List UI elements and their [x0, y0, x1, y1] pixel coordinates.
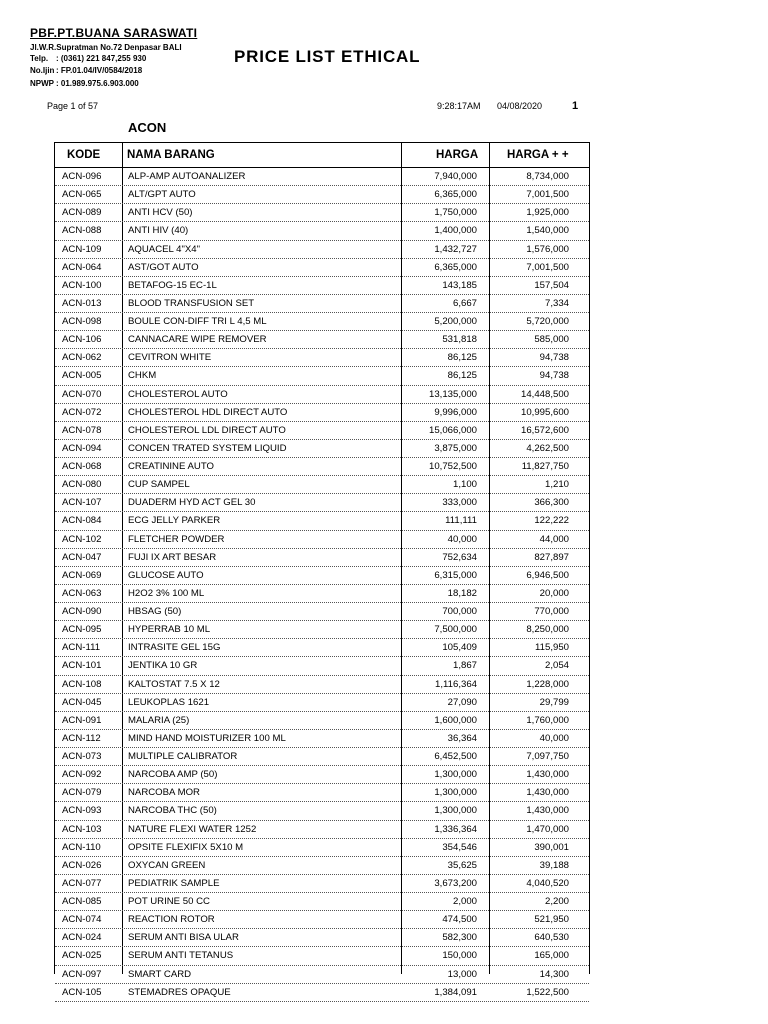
harga-plus-cell: 827,897: [534, 551, 569, 563]
nama-barang-cell: CHKM: [128, 370, 157, 382]
nama-barang-cell: AQUACEL 4"X4": [128, 243, 201, 255]
table-body: [55, 168, 589, 1002]
kode-cell: ACN-080: [62, 479, 102, 491]
group-heading: ACON: [128, 120, 167, 135]
harga-cell: 7,500,000: [434, 624, 477, 636]
harga-cell: 15,066,000: [428, 424, 477, 436]
table-row: [55, 476, 589, 494]
kode-cell: ACN-088: [62, 225, 102, 237]
nama-barang-cell: CREATININE AUTO: [128, 461, 215, 472]
harga-cell: 5,200,000: [434, 316, 477, 327]
nama-barang-cell: BLOOD TRANSFUSION SET: [128, 297, 255, 309]
table-row: [55, 603, 589, 621]
nama-barang-cell: ANTI HCV (50): [128, 207, 193, 219]
table-row: [55, 766, 589, 784]
telp-value: : (0361) 221 847,255 930: [56, 54, 147, 63]
nama-barang-cell: MIND HAND MOISTURIZER 100 ML: [128, 732, 286, 744]
nama-barang-cell: CUP SAMPEL: [128, 479, 190, 491]
harga-plus-cell: 20,000: [539, 587, 569, 599]
nama-barang-cell: HBSAG (50): [128, 606, 182, 617]
table-row: [55, 839, 589, 857]
harga-plus-cell: 39,188: [539, 859, 569, 871]
kode-cell: ACN-097: [62, 968, 102, 980]
harga-plus-cell: 165,000: [534, 950, 569, 962]
kode-cell: ACN-013: [62, 297, 102, 309]
kode-cell: ACN-111: [62, 642, 101, 654]
kode-cell: ACN-095: [62, 624, 102, 636]
harga-cell: 752,634: [442, 551, 477, 563]
nama-barang-cell: INTRASITE GEL 15G: [128, 642, 221, 654]
kode-cell: ACN-107: [62, 497, 102, 509]
kode-cell: ACN-025: [62, 950, 102, 962]
harga-plus-cell: 7,334: [544, 297, 569, 309]
kode-cell: ACN-096: [62, 171, 102, 182]
report-title: PRICE LIST ETHICAL: [234, 47, 421, 66]
harga-cell: 111,111: [445, 515, 477, 527]
harga-plus-cell: 4,262,500: [526, 442, 569, 454]
company-npwp: [30, 78, 139, 89]
harga-cell: 3,673,200: [434, 877, 477, 889]
kode-cell: ACN-105: [62, 986, 102, 998]
kode-cell: ACN-073: [62, 751, 102, 762]
harga-plus-cell: 1,430,000: [526, 787, 569, 799]
harga-cell: 36,364: [447, 732, 477, 744]
table-row: [55, 440, 589, 458]
table-row: [55, 422, 589, 440]
harga-cell: 1,300,000: [434, 805, 477, 817]
harga-plus-cell: 521,950: [534, 914, 569, 926]
table-row: [55, 222, 589, 240]
nama-barang-cell: SERUM ANTI BISA ULAR: [128, 932, 239, 944]
table-row: [55, 657, 589, 675]
harga-cell: 18,182: [447, 587, 477, 599]
nama-barang-cell: ECG JELLY PARKER: [128, 515, 221, 527]
harga-cell: 700,000: [442, 606, 477, 617]
header-kode: KODE: [67, 149, 101, 161]
table-row: [55, 857, 589, 875]
table-row: [55, 748, 589, 766]
kode-cell: ACN-101: [62, 660, 102, 672]
kode-cell: ACN-070: [62, 388, 102, 400]
nama-barang-cell: OXYCAN GREEN: [128, 859, 206, 871]
kode-cell: ACN-089: [62, 207, 102, 219]
table-row: [55, 367, 589, 385]
harga-plus-cell: 366,300: [534, 497, 569, 509]
harga-cell: 6,365,000: [434, 261, 477, 273]
kode-cell: ACN-106: [62, 334, 102, 346]
kode-cell: ACN-109: [62, 243, 102, 255]
nama-barang-cell: CEVITRON WHITE: [128, 352, 212, 364]
nama-barang-cell: OPSITE FLEXIFIX 5X10 M: [128, 841, 244, 853]
nama-barang-cell: NARCOBA THC (50): [128, 805, 217, 817]
harga-plus-cell: 44,000: [539, 533, 569, 545]
page-indicator: Page 1 of 57: [47, 101, 99, 111]
nama-barang-cell: FLETCHER POWDER: [128, 533, 225, 545]
table-header: [55, 142, 589, 168]
nama-barang-cell: NARCOBA MOR: [128, 787, 200, 799]
kode-cell: ACN-005: [62, 370, 102, 382]
nama-barang-cell: JENTIKA 10 GR: [128, 660, 198, 672]
kode-cell: ACN-098: [62, 316, 102, 327]
harga-plus-cell: 94,738: [539, 370, 569, 382]
kode-cell: ACN-108: [62, 678, 102, 690]
kode-cell: ACN-078: [62, 424, 102, 436]
table-row: [55, 458, 589, 476]
harga-cell: 1,400,000: [434, 225, 477, 237]
harga-cell: 354,546: [442, 841, 477, 853]
table-row: [55, 204, 589, 222]
harga-plus-cell: 1,540,000: [526, 225, 569, 237]
kode-cell: ACN-084: [62, 515, 102, 527]
company-address: Jl.W.R.Supratman No.72 Denpasar BALI: [30, 43, 182, 52]
kode-cell: ACN-085: [62, 896, 102, 907]
kode-cell: ACN-069: [62, 569, 102, 581]
nama-barang-cell: KALTOSTAT 7.5 X 12: [128, 678, 220, 690]
harga-plus-cell: 1,576,000: [526, 243, 569, 255]
nama-barang-cell: CHOLESTEROL HDL DIRECT AUTO: [128, 406, 288, 418]
table-row: [55, 947, 589, 965]
table-row: [55, 241, 589, 259]
table-row: [55, 984, 589, 1002]
nama-barang-cell: H2O2 3% 100 ML: [128, 587, 205, 599]
company-name: PBF.PT.BUANA SARASWATI: [30, 26, 198, 40]
harga-cell: 27,090: [447, 696, 477, 708]
kode-cell: ACN-079: [62, 787, 102, 799]
harga-plus-cell: 7,097,750: [526, 751, 569, 762]
harga-plus-cell: 10,995,600: [520, 406, 569, 418]
harga-plus-cell: 1,430,000: [526, 805, 569, 817]
nama-barang-cell: GLUCOSE AUTO: [128, 569, 204, 581]
harga-cell: 1,867: [452, 660, 477, 672]
harga-cell: 1,300,000: [434, 769, 477, 781]
harga-cell: 86,125: [447, 352, 477, 364]
harga-cell: 3,875,000: [434, 442, 477, 454]
nama-barang-cell: ANTI HIV (40): [128, 225, 189, 237]
harga-plus-cell: 5,720,000: [526, 316, 569, 327]
harga-plus-cell: 4,040,520: [526, 877, 569, 889]
table-row: [55, 730, 589, 748]
table-row: [55, 313, 589, 331]
nama-barang-cell: LEUKOPLAS 1621: [128, 696, 210, 708]
harga-cell: 1,600,000: [434, 714, 477, 726]
harga-cell: 1,432,727: [434, 243, 477, 255]
harga-cell: 105,409: [442, 642, 477, 654]
harga-cell: 474,500: [442, 914, 477, 926]
kode-cell: ACN-100: [62, 279, 102, 291]
harga-cell: 531,818: [442, 334, 477, 346]
kode-cell: ACN-103: [62, 823, 102, 835]
harga-plus-cell: 14,300: [539, 968, 569, 980]
table-row: [55, 168, 589, 186]
harga-cell: 6,452,500: [434, 751, 477, 762]
nama-barang-cell: REACTION ROTOR: [128, 914, 215, 926]
harga-plus-cell: 1,210: [544, 479, 569, 491]
kode-cell: ACN-077: [62, 877, 102, 889]
nama-barang-cell: MULTIPLE CALIBRATOR: [128, 751, 238, 762]
harga-cell: 1,336,364: [434, 823, 477, 835]
harga-plus-cell: 1,470,000: [526, 823, 569, 835]
nama-barang-cell: MALARIA (25): [128, 714, 190, 726]
harga-cell: 6,667: [452, 297, 477, 309]
nama-barang-cell: BETAFOG-15 EC-1L: [128, 279, 217, 291]
table-row: [55, 893, 589, 911]
harga-plus-cell: 390,001: [534, 841, 569, 853]
table-row: [55, 639, 589, 657]
nama-barang-cell: CONCEN TRATED SYSTEM LIQUID: [128, 442, 287, 454]
nama-barang-cell: AST/GOT AUTO: [128, 261, 199, 273]
harga-plus-cell: 1,760,000: [526, 714, 569, 726]
npwp-value: : 01.989.975.6.903.000: [56, 79, 139, 88]
harga-plus-cell: 40,000: [539, 732, 569, 744]
table-row: [55, 567, 589, 585]
kode-cell: ACN-110: [62, 841, 101, 853]
page-number: 1: [572, 100, 579, 112]
table-row: [55, 277, 589, 295]
harga-cell: 6,315,000: [434, 569, 477, 581]
harga-cell: 150,000: [442, 950, 477, 962]
harga-cell: 1,116,364: [435, 678, 477, 690]
kode-cell: ACN-045: [62, 696, 102, 708]
harga-cell: 13,000: [447, 968, 477, 980]
table-row: [55, 911, 589, 929]
harga-plus-cell: 94,738: [539, 352, 569, 364]
nama-barang-cell: CANNACARE WIPE REMOVER: [128, 334, 267, 346]
harga-cell: 86,125: [447, 370, 477, 382]
harga-plus-cell: 1,228,000: [526, 678, 569, 690]
table-row: [55, 349, 589, 367]
kode-cell: ACN-112: [62, 732, 101, 744]
report-time: 9:28:17AM: [437, 101, 481, 111]
harga-plus-cell: 115,950: [535, 642, 569, 654]
nama-barang-cell: HYPERRAB 10 ML: [128, 624, 211, 636]
harga-cell: 13,135,000: [428, 388, 477, 400]
harga-cell: 1,100: [452, 479, 477, 491]
harga-plus-cell: 7,001,500: [526, 189, 569, 201]
table-row: [55, 676, 589, 694]
price-table: [54, 142, 590, 998]
table-row: [55, 531, 589, 549]
harga-cell: 7,940,000: [434, 171, 477, 182]
harga-plus-cell: 157,504: [534, 279, 569, 291]
kode-cell: ACN-092: [62, 769, 102, 781]
table-row: [55, 966, 589, 984]
nama-barang-cell: STEMADRES OPAQUE: [128, 986, 231, 998]
nama-barang-cell: NARCOBA AMP (50): [128, 769, 218, 781]
header-harga: HARGA: [436, 149, 479, 161]
harga-cell: 1,750,000: [434, 207, 477, 219]
harga-cell: 6,365,000: [434, 189, 477, 201]
harga-cell: 40,000: [447, 533, 477, 545]
telp-label: Telp.: [30, 54, 49, 63]
harga-plus-cell: 640,530: [534, 932, 569, 944]
table-row: [55, 404, 589, 422]
harga-plus-cell: 11,827,750: [521, 461, 569, 472]
table-row: [55, 549, 589, 567]
kode-cell: ACN-091: [62, 714, 102, 726]
nama-barang-cell: CHOLESTEROL AUTO: [128, 388, 228, 400]
harga-plus-cell: 7,001,500: [526, 261, 569, 273]
kode-cell: ACN-094: [62, 442, 102, 454]
harga-plus-cell: 1,522,500: [526, 986, 569, 998]
nama-barang-cell: DUADERM HYD ACT GEL 30: [128, 497, 256, 509]
kode-cell: ACN-026: [62, 859, 102, 871]
table-row: [55, 621, 589, 639]
report-date: 04/08/2020: [497, 101, 543, 111]
nama-barang-cell: ALT/GPT AUTO: [128, 189, 196, 201]
harga-plus-cell: 29,799: [539, 696, 569, 708]
harga-cell: 35,625: [447, 859, 477, 871]
table-row: [55, 929, 589, 947]
table-row: [55, 295, 589, 313]
harga-plus-cell: 1,430,000: [526, 769, 569, 781]
harga-plus-cell: 585,000: [534, 334, 569, 346]
nama-barang-cell: NATURE FLEXI WATER 1252: [128, 823, 257, 835]
table-row: [55, 694, 589, 712]
kode-cell: ACN-102: [62, 533, 102, 545]
harga-plus-cell: 2,054: [544, 660, 569, 672]
kode-cell: ACN-064: [62, 261, 102, 273]
kode-cell: ACN-090: [62, 606, 102, 617]
nama-barang-cell: SMART CARD: [128, 968, 192, 980]
harga-plus-cell: 122,222: [534, 515, 569, 527]
table-row: [55, 386, 589, 404]
kode-cell: ACN-074: [62, 914, 102, 926]
table-row: [55, 259, 589, 277]
kode-cell: ACN-068: [62, 461, 102, 472]
harga-plus-cell: 770,000: [534, 606, 569, 617]
harga-plus-cell: 1,925,000: [526, 207, 569, 219]
table-row: [55, 712, 589, 730]
harga-plus-cell: 16,572,600: [520, 424, 569, 436]
harga-cell: 582,300: [442, 932, 477, 944]
npwp-label: NPWP: [30, 79, 54, 88]
harga-cell: 9,996,000: [434, 406, 477, 418]
kode-cell: ACN-062: [62, 352, 102, 364]
kode-cell: ACN-065: [62, 189, 102, 201]
nama-barang-cell: PEDIATRIK SAMPLE: [128, 877, 220, 889]
nama-barang-cell: CHOLESTEROL LDL DIRECT AUTO: [128, 424, 286, 436]
harga-plus-cell: 2,200: [544, 896, 569, 907]
izin-value: : FP.01.04/IV/0584/2018: [56, 66, 143, 75]
nama-barang-cell: ALP-AMP AUTOANALIZER: [128, 171, 246, 182]
nama-barang-cell: FUJI IX ART BESAR: [128, 551, 217, 563]
table-row: [55, 802, 589, 820]
harga-cell: 1,300,000: [434, 787, 477, 799]
header-nama-barang: NAMA BARANG: [127, 149, 215, 161]
table-row: [55, 512, 589, 530]
table-row: [55, 875, 589, 893]
nama-barang-cell: BOULE CON-DIFF TRI L 4,5 ML: [128, 316, 267, 327]
table-row: [55, 585, 589, 603]
kode-cell: ACN-063: [62, 587, 102, 599]
harga-cell: 1,384,091: [434, 986, 477, 998]
harga-plus-cell: 14,448,500: [520, 388, 569, 400]
table-row: [55, 784, 589, 802]
izin-label: No.Ijin: [30, 66, 55, 75]
table-row: [55, 331, 589, 349]
nama-barang-cell: POT URINE 50 CC: [128, 896, 210, 907]
harga-plus-cell: 6,946,500: [526, 569, 569, 581]
kode-cell: ACN-093: [62, 805, 102, 817]
kode-cell: ACN-072: [62, 406, 102, 418]
nama-barang-cell: SERUM ANTI TETANUS: [128, 950, 234, 962]
kode-cell: ACN-024: [62, 932, 102, 944]
company-izin: [30, 65, 142, 76]
company-telp: [30, 53, 146, 64]
table-row: [55, 494, 589, 512]
table-row: [55, 821, 589, 839]
harga-plus-cell: 8,734,000: [526, 171, 569, 182]
table-row: [55, 186, 589, 204]
kode-cell: ACN-047: [62, 551, 102, 563]
harga-cell: 333,000: [442, 497, 477, 509]
harga-cell: 10,752,500: [428, 461, 477, 472]
harga-cell: 2,000: [452, 896, 477, 907]
harga-cell: 143,185: [442, 279, 477, 291]
header-harga-plus: HARGA + +: [507, 149, 569, 161]
harga-plus-cell: 8,250,000: [526, 624, 569, 636]
